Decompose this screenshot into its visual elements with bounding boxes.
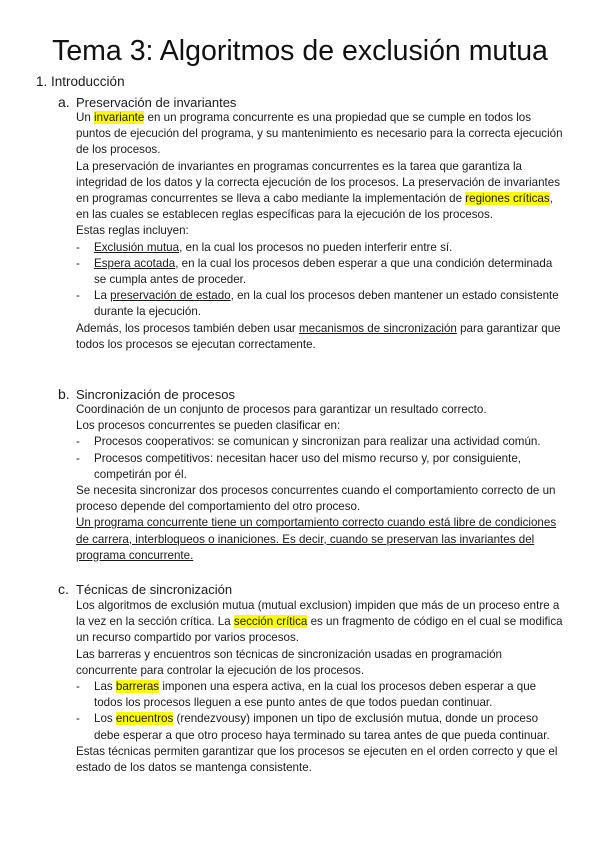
subsection-heading-c: c. Técnicas de sincronización [58,581,233,597]
paragraph: Estas técnicas permiten garantizar que los procesos se ejecuten en el orden correcto y que el estado de los datos se mantenga consistente. [76,744,558,775]
list-item: - Los encuentros (rendezvousy) imponen un tipo de exclusión mutua, donde un proceso debe esperar a que otro proceso haya terminado su tarea antes de que pueda continuar. [76,712,550,742]
paragraph: Un invariante en un programa concurrente es una propiedad que se cumple en todos los puntos de ejecución del programa, y su mantenimiento es necesario para la correcta ejecución de los procesos. [76,111,563,157]
list-item: - Exclusión mutua, en la cual los procesos no pueden interferir entre sí. [76,240,453,254]
subsection-body-a [76,110,566,353]
section-heading: 1. Introducción [36,74,125,89]
highlight: sección crítica [233,615,308,629]
list-item: - Espera acotada, en la cual los procesos deben esperar a que una condición determinada se cumpla antes de proceder. [76,256,553,287]
paragraph: La preservación de invariantes en programas concurrentes es la tarea que garantiza la integridad de los datos y la correcta ejecución de los procesos. La preservación de invariantes en programas concurrentes se lleva a cabo mediante la implementación de regiones críticas, en las cuales se establecen reglas específicas para la ejecución de los procesos. [76,159,560,222]
subsection-heading-a: a. Preservación de invariantes [58,94,237,110]
list-item: - Procesos competitivos: necesitan hacer uso del mismo recurso y, por consiguiente, competirán por él. [76,451,522,481]
highlight: invariante [94,111,145,124]
paragraph: Un programa concurrente tiene un comportamiento correcto cuando está libre de condiciones de carrera, interbloqueos o inaniciones. Es decir, cuando se preservan las invariantes del programa concurrente. [76,516,557,562]
paragraph: Los algoritmos de exclusión mutua (mutual exclusion) impiden que más de un proceso entre a la vez en la sección crítica. La sección crítica es un fragmento de código en el cual se modifica un recurso compartido por varios procesos. [76,599,563,645]
list-item: - Las barreras imponen una espera activa, en la cual los procesos deben esperar a que todos los procesos lleguen a ese punto antes de que todos puedan continuar. [76,680,537,710]
subsection-heading-b: b. Sincronización de procesos [58,386,235,402]
paragraph: Coordinación de un conjunto de procesos para garantizar un resultado correcto. [76,403,487,416]
paragraph: Las barreras y encuentros son técnicas de sincronización usadas en programación concurrente para controlar la ejecución de los procesos. [76,647,502,677]
list-item: - Procesos cooperativos: se comunican y sincronizan para realizar una actividad común. [76,435,541,449]
highlight: encuentros [115,712,174,726]
highlight: barreras [115,680,160,694]
paragraph: Se necesita sincronizar dos procesos concurrentes cuando el comportamiento correcto de un proceso depende del comportamiento del otro proceso. [76,484,556,514]
paragraph: Además, los procesos también deben usar mecanismos de sincronización para garantizar que todos los procesos se ejecutan correctamente. [76,321,561,351]
page-title: Tema 3: Algoritmos de exclusión mutua [52,35,548,67]
list-item: - La preservación de estado, en la cual los procesos deben mantener un estado consistente durante la ejecución. [76,289,559,319]
subsection-body-c [76,598,566,776]
highlight: regiones críticas [465,192,550,206]
paragraph: Los procesos concurrentes se pueden clasificar en: [76,419,341,433]
paragraph: Estas reglas incluyen: [76,224,189,238]
subsection-body-b [76,402,566,564]
